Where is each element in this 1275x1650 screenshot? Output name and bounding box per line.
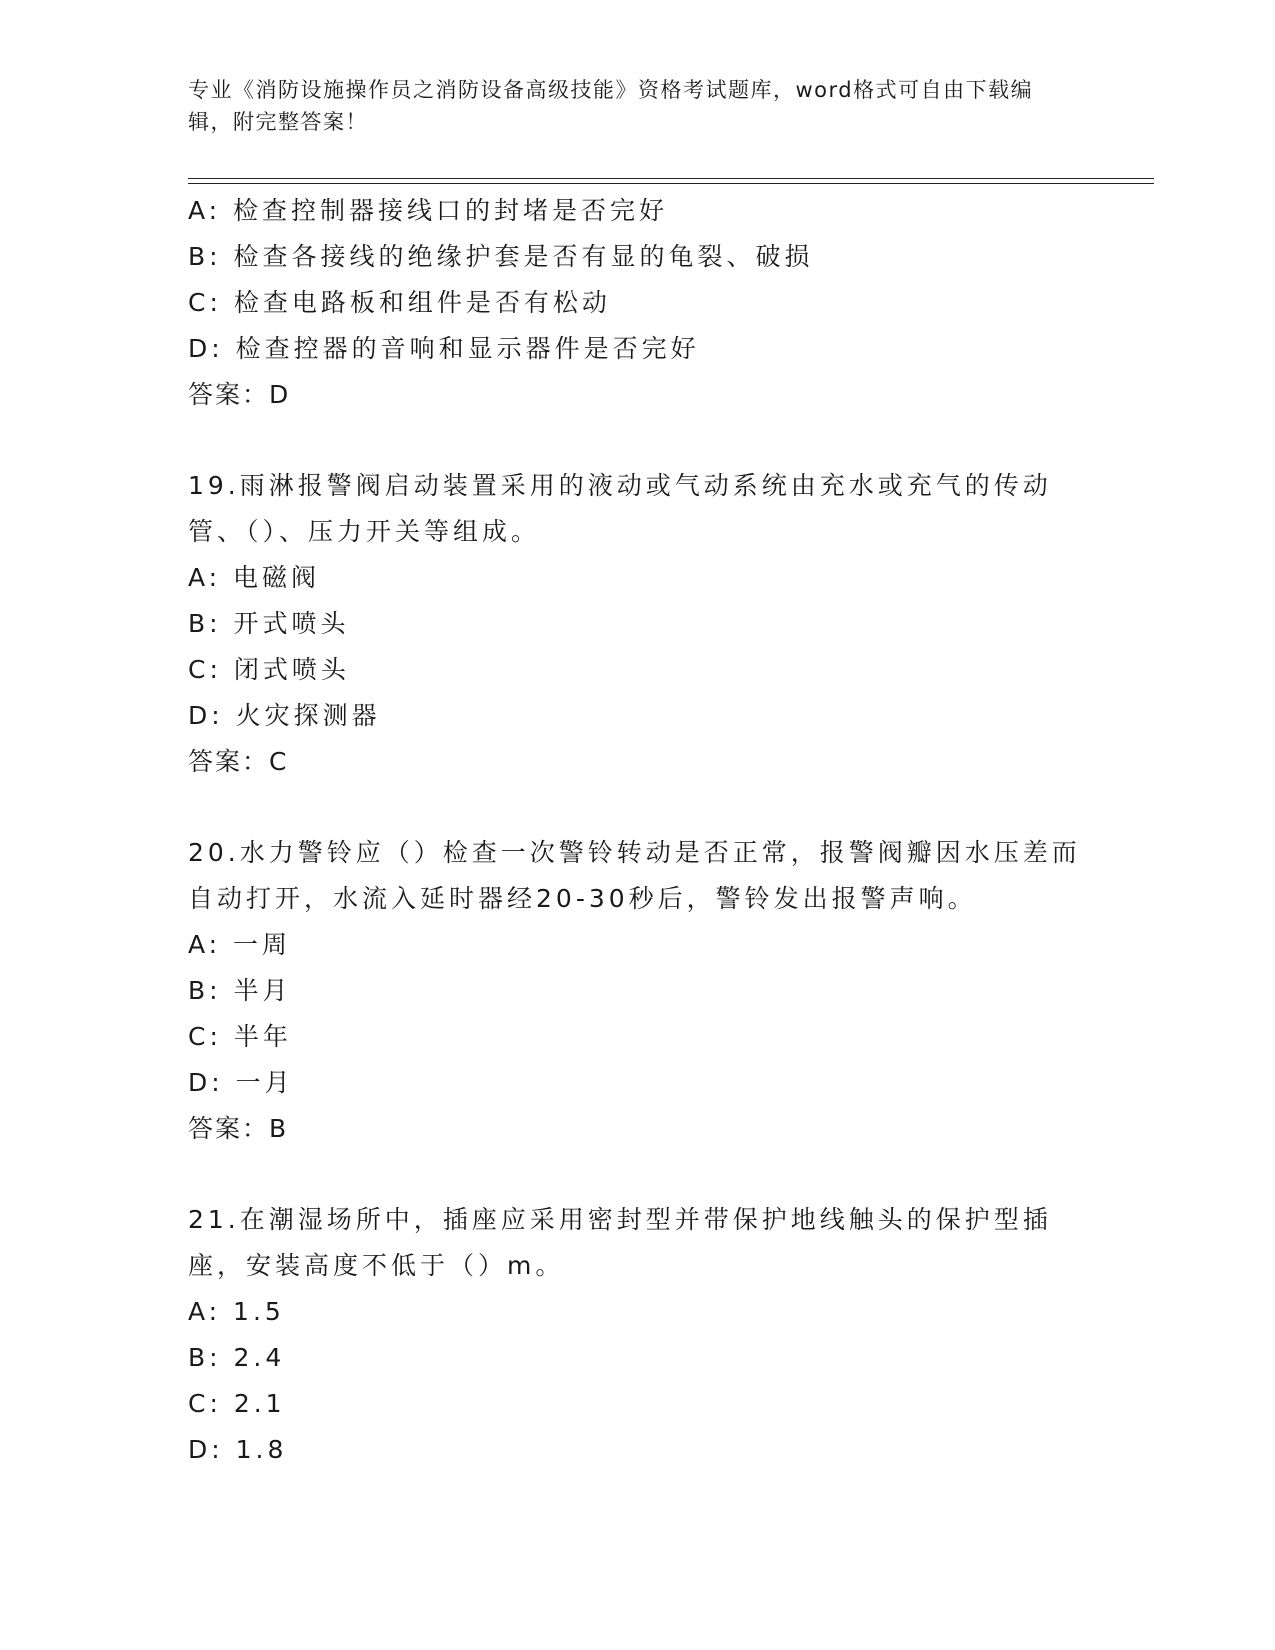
prev-question-block <box>188 188 1088 418</box>
answer-line: 答案：C <box>188 747 289 776</box>
question-19 <box>188 463 1088 785</box>
option-c: C: 检查电路板和组件是否有松动 <box>188 288 611 317</box>
question-text: 21.在潮湿场所中，插座应采用密封型并带保护地线触头的保护型插座，安装高度不低于（）m。 <box>188 1205 1052 1280</box>
option-d: D: 一月 <box>188 1068 294 1097</box>
option-c: C: 闭式喷头 <box>188 655 350 684</box>
answer-line: 答案：B <box>188 1114 289 1143</box>
option-c: C: 半年 <box>188 1022 292 1051</box>
option-d: D: 检查控器的音响和显示器件是否完好 <box>188 334 700 363</box>
question-text: 19.雨淋报警阀启动装置采用的液动或气动系统由充水或充气的传动管、（）、压力开关等组成。 <box>188 471 1052 546</box>
question-text: 20.水力警铃应（）检查一次警铃转动是否正常，报警阀瓣因水压差而自动打开，水流入延时器经20-30秒后，警铃发出报警声响。 <box>188 838 1081 913</box>
question-20 <box>188 830 1088 1152</box>
option-d: D: 火灾探测器 <box>188 701 381 730</box>
option-a: A: 1.5 <box>188 1297 285 1326</box>
option-a: A: 检查控制器接线口的封堵是否完好 <box>188 196 669 225</box>
document-header: 专业《消防设施操作员之消防设备高级技能》资格考试题库，word格式可自由下载编辑，附完整答案！ <box>188 78 1034 134</box>
question-21 <box>188 1197 1088 1473</box>
answer-line: 答案：D <box>188 380 291 409</box>
option-b: B: 开式喷头 <box>188 609 350 638</box>
option-b: B: 检查各接线的绝缘护套是否有显的龟裂、破损 <box>188 242 814 271</box>
option-c: C: 2.1 <box>188 1389 286 1418</box>
option-b: B: 2.4 <box>188 1343 286 1372</box>
question-list <box>188 188 1088 1473</box>
option-b: B: 半月 <box>188 976 292 1005</box>
option-a: A: 电磁阀 <box>188 563 321 592</box>
header-divider-bottom <box>188 183 1154 184</box>
option-d: D: 1.8 <box>188 1435 288 1464</box>
option-a: A: 一周 <box>188 930 292 959</box>
header-divider-top <box>188 178 1154 179</box>
